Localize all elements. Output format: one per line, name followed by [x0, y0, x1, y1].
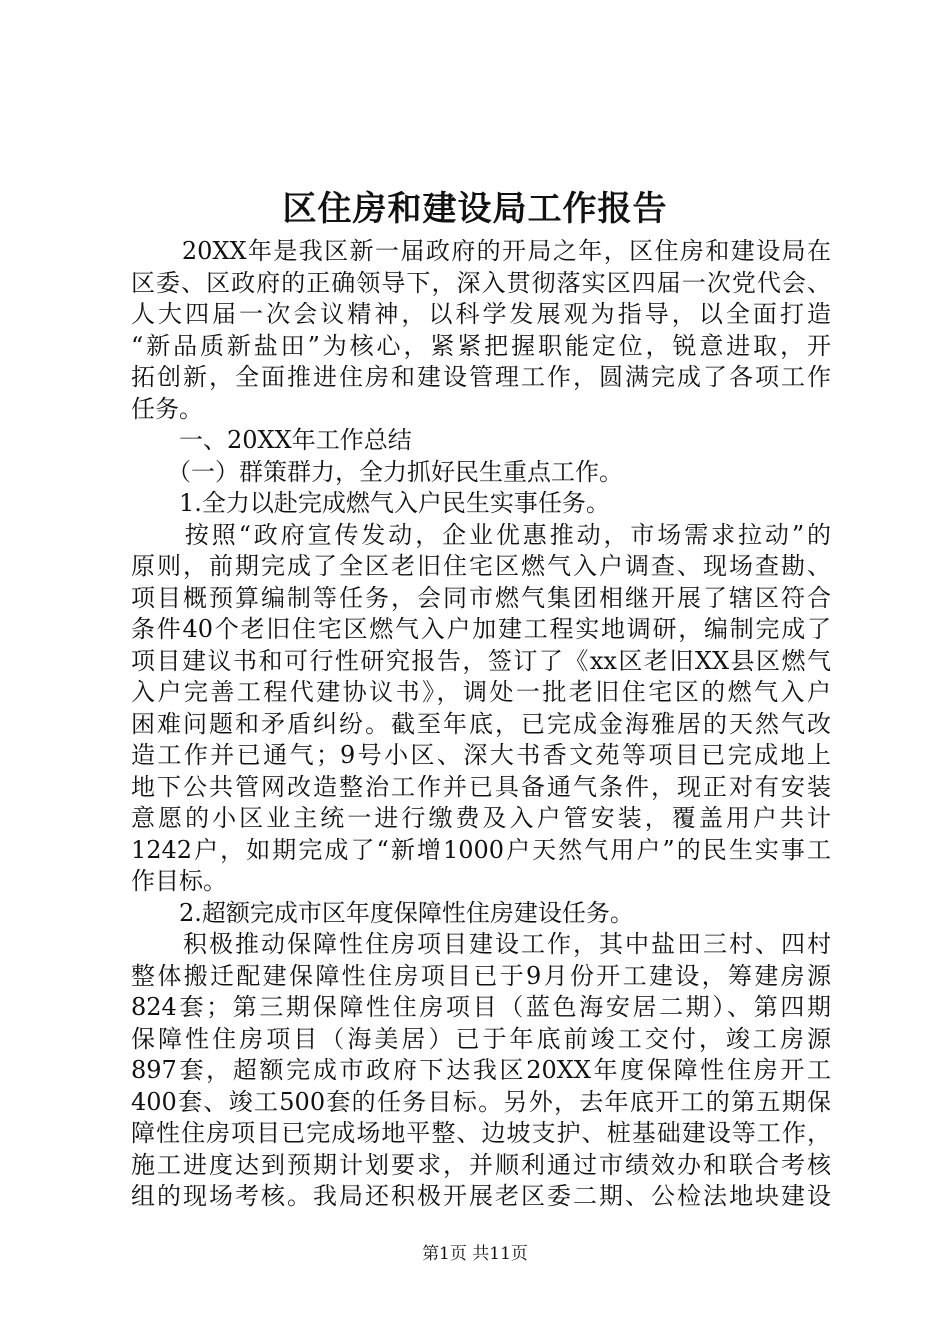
- text-line: 20XX年是我区新一届政府的开局之年，区住房和建设局在: [131, 237, 831, 265]
- text-line: 原则，前期完成了全区老旧住宅区燃气入户调查、现场查勘、: [131, 552, 831, 580]
- text-line: 组的现场考核。我局还积极开展老区委二期、公检法地块建设: [131, 1182, 831, 1210]
- text-line: 人大四届一次会议精神，以科学发展观为指导，以全面打造: [131, 300, 831, 328]
- text-line: （一）群策群力，全力抓好民生重点工作。: [131, 457, 623, 486]
- text-line: 2.超额完成市区年度保障性住房建设任务。: [131, 898, 634, 927]
- text-line: 入户完善工程代建协议书》，调处一批老旧住宅区的燃气入户: [131, 678, 831, 706]
- text-line: “新品质新盐田”为核心，紧紧把握职能定位，锐意进取，开: [131, 331, 831, 360]
- text-line: 整体搬迁配建保障性住房项目已于9月份开工建设，筹建房源: [131, 961, 831, 990]
- text-line: 项目概预算编制等任务，会同市燃气集团相继开展了辖区符合: [131, 583, 831, 612]
- text-line: 障性住房项目已完成场地平整、边坡支护、桩基础建设等工作，: [131, 1119, 831, 1147]
- text-line: 1.全力以赴完成燃气入户民生实事任务。: [131, 489, 610, 517]
- text-line: 地下公共管网改造整治工作并已具备通气条件，现正对有安装: [131, 772, 831, 801]
- text-line: 造工作并已通气；9号小区、深大书香文苑等项目已完成地上: [131, 741, 831, 769]
- text-line: 意愿的小区业主统一进行缴费及入户管安装，覆盖用户共计: [131, 804, 831, 832]
- text-line: 项目建议书和可行性研究报告，签订了《xx区老旧XX县区燃气: [131, 646, 831, 675]
- text-line: 任务。: [131, 394, 203, 423]
- text-line: 1242户，如期完成了“新增1000户天然气用户”的民生实事工: [131, 835, 831, 864]
- text-line: 困难问题和矛盾纠纷。截至年底，已完成金海雅居的天然气改: [131, 709, 831, 738]
- text-line: 拓创新，全面推进住房和建设管理工作，圆满完成了各项工作: [131, 363, 831, 391]
- text-line: 保障性住房项目（海美居）已于年底前竣工交付，竣工房源: [131, 1024, 831, 1053]
- text-line: 824套；第三期保障性住房项目（蓝色海安居二期）、第四期: [131, 993, 831, 1021]
- text-line: 897套，超额完成市政府下达我区20XX年度保障性住房开工: [131, 1056, 831, 1084]
- document-body: [131, 236, 831, 1213]
- text-line: 一、20XX年工作总结: [131, 426, 412, 454]
- text-line: 按照“政府宣传发动，企业优惠推动，市场需求拉动”的: [131, 520, 831, 549]
- document-title: 区住房和建设局工作报告: [282, 189, 668, 229]
- text-line: 作目标。: [131, 867, 227, 895]
- text-line: 施工进度达到预期计划要求，并顺利通过市绩效办和联合考核: [131, 1150, 831, 1179]
- text-line: 区委、区政府的正确领导下，深入贯彻落实区四届一次党代会、: [131, 268, 831, 297]
- text-line: 400套、竣工500套的任务目标。另外，去年底开工的第五期保: [131, 1087, 831, 1116]
- page-footer: 第1页 共11页: [422, 1244, 528, 1264]
- text-line: 积极推动保障性住房项目建设工作，其中盐田三村、四村: [131, 930, 831, 958]
- text-line: 条件40个老旧住宅区燃气入户加建工程实地调研，编制完成了: [131, 615, 831, 643]
